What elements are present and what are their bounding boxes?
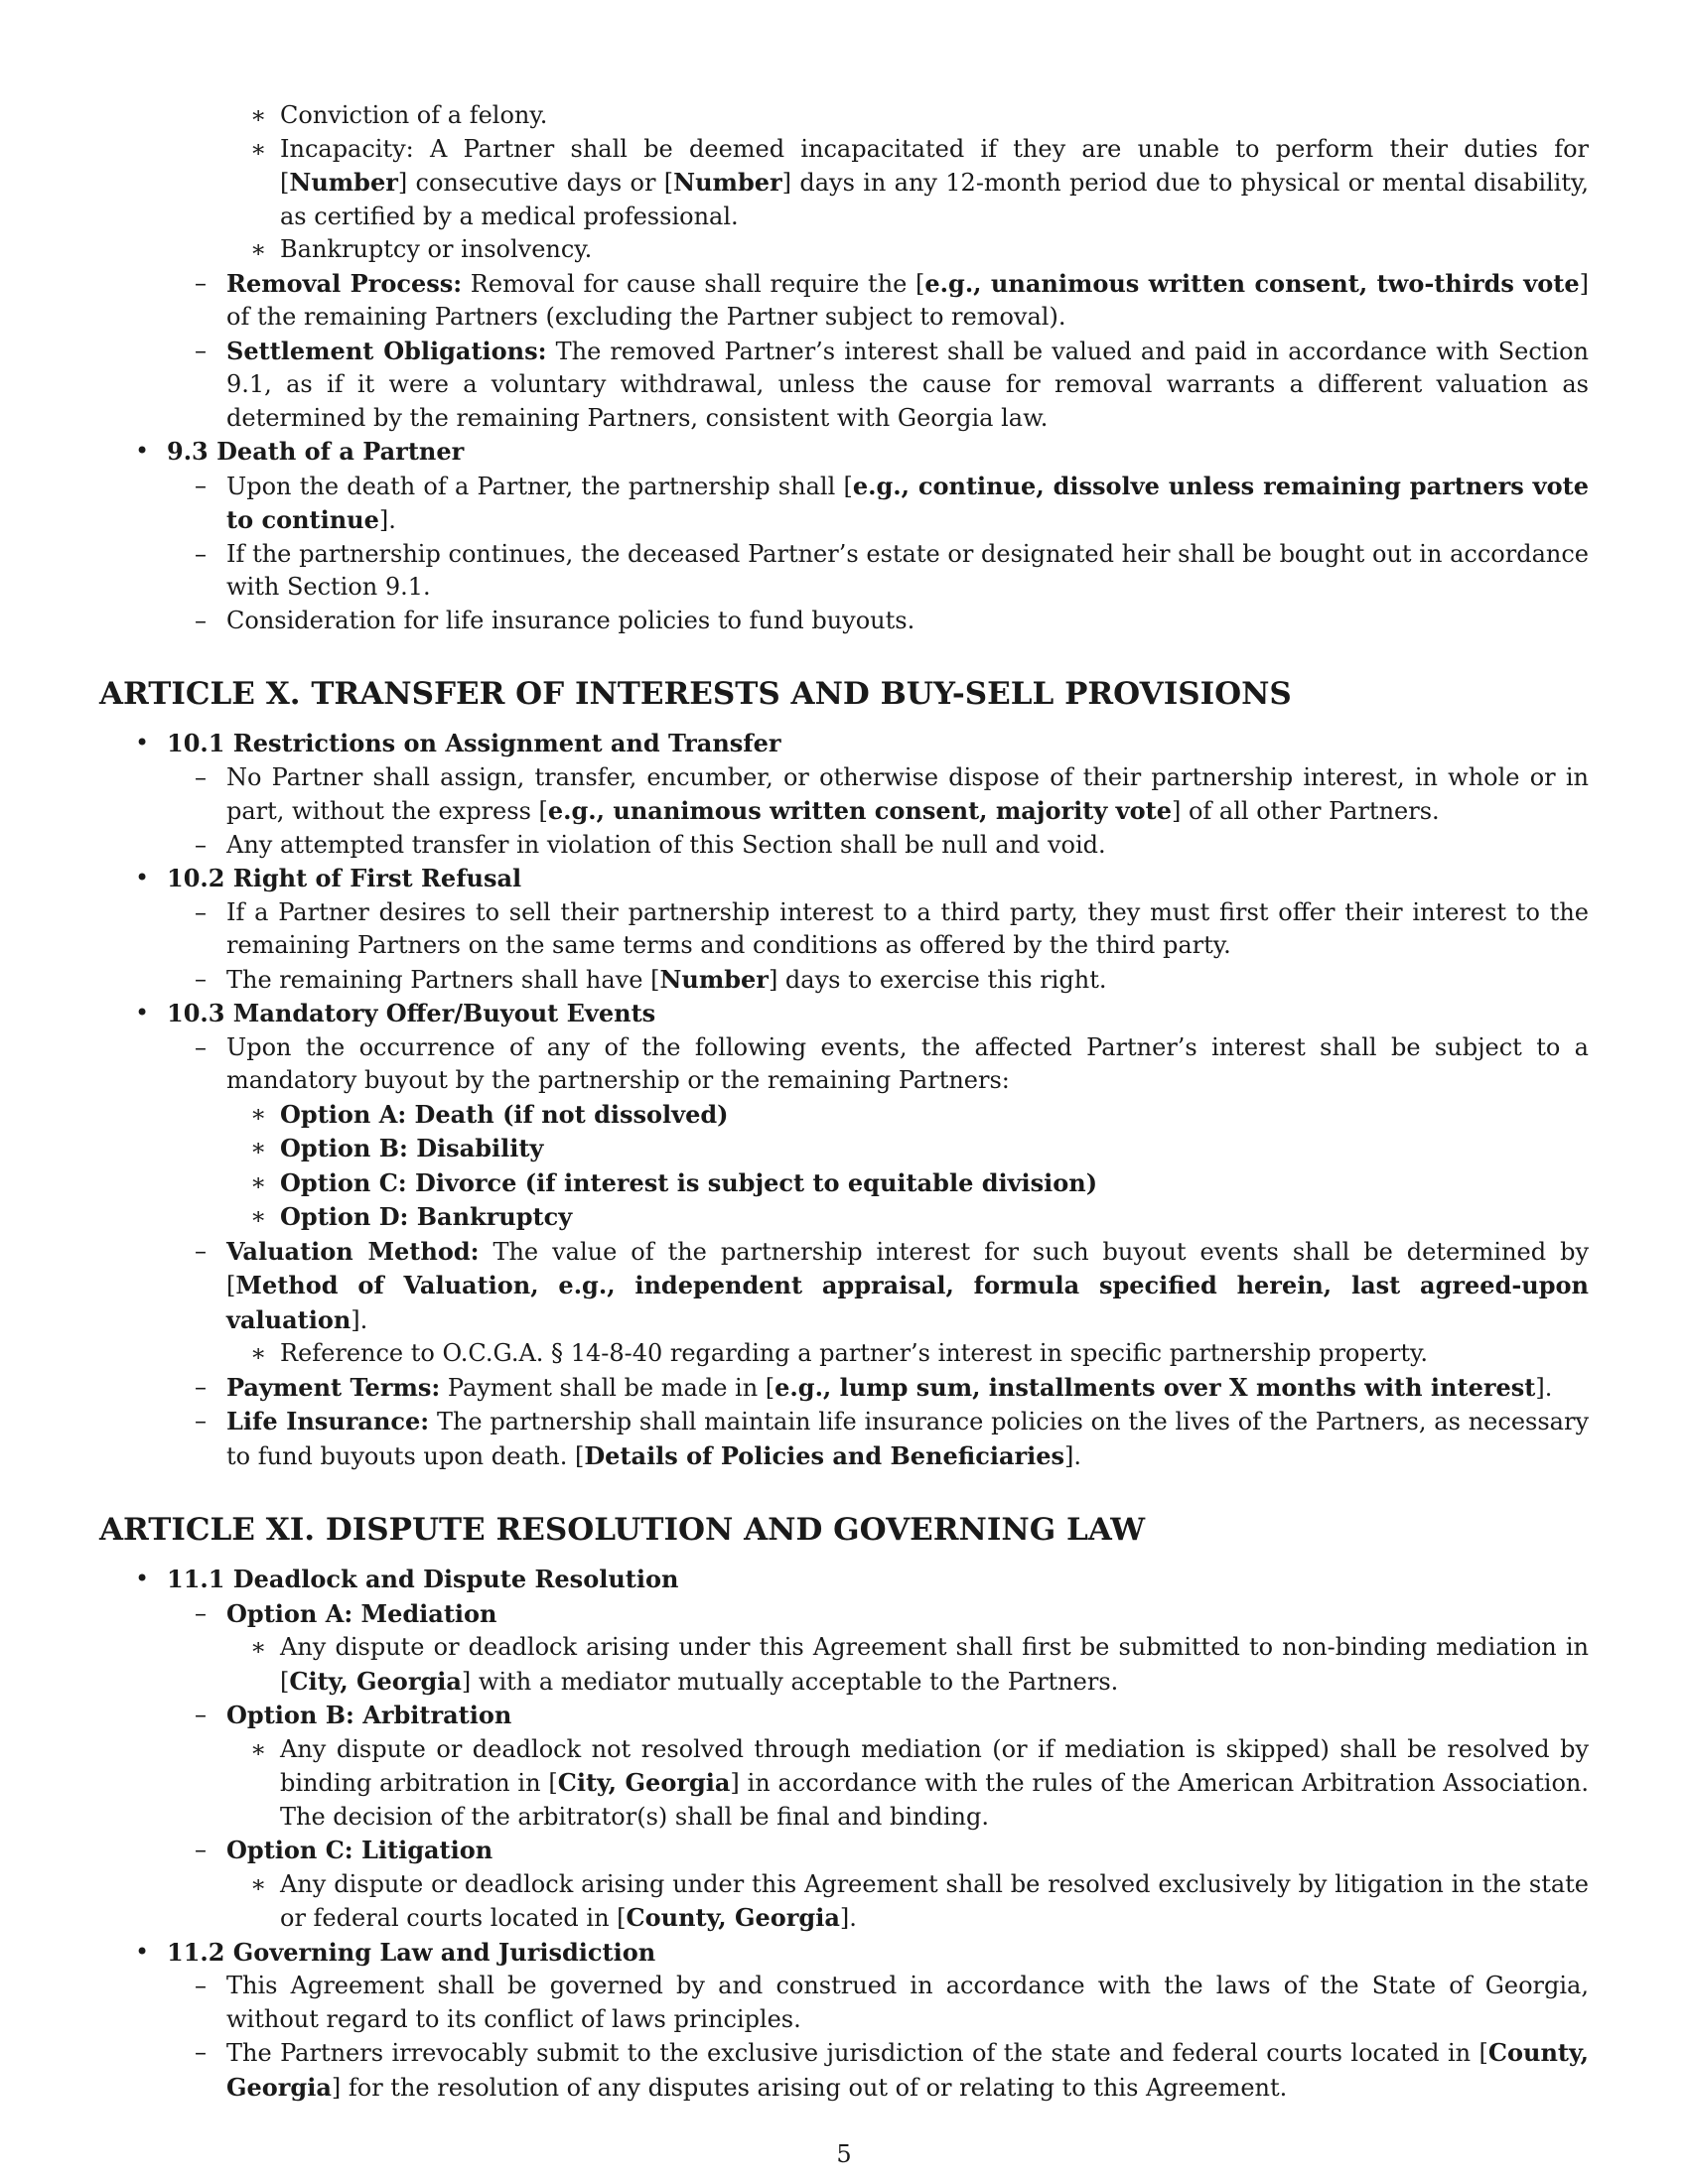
list-item: ∗ Option B: Disability bbox=[99, 1132, 1589, 1166]
section-heading: • 10.1 Restrictions on Assignment and Transfer bbox=[99, 727, 1589, 761]
list-item: – Valuation Method: The value of the partnership interest for such buyout events shall be determined by [Method of Valuation, e.g., independent appraisal, formula specified herein, last agreed-upon valuation]. bbox=[195, 1236, 1589, 1334]
asterisk-marker: ∗ bbox=[250, 1099, 267, 1128]
asterisk-marker: ∗ bbox=[250, 101, 267, 129]
list-item: – Any attempted transfer in violation of this Section shall be null and void. bbox=[99, 829, 1589, 863]
dash-marker: – bbox=[195, 1701, 207, 1728]
dash-marker: – bbox=[195, 1972, 207, 1999]
bullet-marker: • bbox=[135, 1565, 150, 1592]
section-heading: • 9.3 Death of a Partner bbox=[99, 435, 1589, 470]
list-item: ∗ Any dispute or deadlock arising under this Agreement shall first be submitted to non-binding mediation in [City, Georgia] with a mediator mutually acceptable to the Partners. bbox=[250, 1633, 1589, 1696]
dash-marker: – bbox=[195, 336, 207, 364]
bullet-marker: • bbox=[135, 729, 150, 756]
list-item: – Option A: Mediation bbox=[99, 1597, 1589, 1632]
list-item: ∗ Any dispute or deadlock not resolved through mediation (or if mediation is skipped) shall be resolved by binding arbitration in [City, Georgia] in accordance with the rules of the American Arbitration Association. The decision of the arbitrator(s) shall be final and binding. bbox=[250, 1734, 1589, 1831]
dash-marker: – bbox=[195, 2038, 207, 2066]
list-item: – Removal Process: Removal for cause shall require the [e.g., unanimous written consent, two-thirds vote] of the remaining Partners (excluding the Partner subject to removal). bbox=[195, 268, 1589, 331]
document-page bbox=[99, 99, 1589, 2105]
dash-marker: – bbox=[195, 1598, 207, 1627]
asterisk-marker: ∗ bbox=[250, 235, 267, 263]
dash-marker: – bbox=[195, 1836, 207, 1863]
list-item: ∗ Bankruptcy or insolvency. bbox=[99, 233, 1589, 267]
list-item: – No Partner shall assign, transfer, encumber, or otherwise dispose of their partnership interest, in whole or in part, without the express [e.g., unanimous written consent, majority vote] of all other Partners. bbox=[195, 762, 1589, 825]
dash-marker: – bbox=[195, 268, 207, 297]
article-heading: ARTICLE X. TRANSFER OF INTERESTS AND BUY-SELL PROVISIONS bbox=[99, 676, 1292, 712]
asterisk-marker: ∗ bbox=[250, 1167, 267, 1196]
asterisk-marker: ∗ bbox=[250, 1339, 267, 1367]
dash-marker: – bbox=[195, 1032, 207, 1061]
asterisk-marker: ∗ bbox=[250, 1734, 267, 1763]
page-number: 5 bbox=[836, 2140, 852, 2168]
dash-marker: – bbox=[195, 830, 207, 859]
section-heading: • 10.3 Mandatory Offer/Buyout Events bbox=[99, 997, 1589, 1031]
asterisk-marker: ∗ bbox=[250, 1134, 267, 1161]
dash-marker: – bbox=[195, 762, 207, 791]
asterisk-marker: ∗ bbox=[250, 1869, 267, 1898]
list-item: – Option C: Litigation bbox=[99, 1834, 1589, 1868]
bullet-marker: • bbox=[135, 1937, 150, 1966]
bullet-marker: • bbox=[135, 864, 150, 891]
article-heading: ARTICLE XI. DISPUTE RESOLUTION AND GOVERNING LAW bbox=[99, 1512, 1146, 1548]
dash-marker: – bbox=[195, 1407, 207, 1434]
dash-marker: – bbox=[195, 897, 207, 926]
dash-marker: – bbox=[195, 606, 207, 634]
list-item: ∗ Option A: Death (if not dissolved) bbox=[99, 1098, 1589, 1133]
list-item: – Option B: Arbitration bbox=[99, 1699, 1589, 1733]
list-item: ∗ Conviction of a felony. bbox=[99, 99, 1589, 133]
dash-marker: – bbox=[195, 539, 207, 568]
list-item: ∗ Option C: Divorce (if interest is subject to equitable division) bbox=[99, 1166, 1589, 1201]
list-item: – This Agreement shall be governed by and construed in accordance with the laws of the State of Georgia, without regard to its conflict of laws principles. bbox=[195, 1972, 1589, 2033]
list-item: – If a Partner desires to sell their partnership interest to a third party, they must first offer their interest to the remaining Partners on the same terms and conditions as offered by the third party. bbox=[195, 897, 1589, 959]
asterisk-marker: ∗ bbox=[250, 1202, 267, 1230]
list-item: – The remaining Partners shall have [Number] days to exercise this right. bbox=[99, 963, 1589, 998]
list-item: – The Partners irrevocably submit to the exclusive jurisdiction of the state and federal courts located in [County, Georgia] for the resolution of any disputes arising out of or relating to this Agreement. bbox=[195, 2038, 1589, 2102]
list-item: – Payment Terms: Payment shall be made in [e.g., lump sum, installments over X months with interest]. bbox=[99, 1371, 1589, 1406]
section-heading: • 10.2 Right of First Refusal bbox=[99, 862, 1589, 896]
list-item: ∗ Any dispute or deadlock arising under this Agreement shall be resolved exclusively by litigation in the state or federal courts located in [County, Georgia]. bbox=[250, 1869, 1589, 1932]
dash-marker: – bbox=[195, 1236, 207, 1265]
section-heading: • 11.2 Governing Law and Jurisdiction bbox=[99, 1936, 1589, 1971]
bullet-marker: • bbox=[135, 999, 150, 1026]
list-item: – Upon the death of a Partner, the partnership shall [e.g., continue, dissolve unless remaining partners vote to continue]. bbox=[195, 471, 1589, 534]
list-item: ∗ Incapacity: A Partner shall be deemed incapacitated if they are unable to perform their duties for [Number] consecutive days or [Number] days in any 12-month period due to physical or mental disability, as certified by a medical professional. bbox=[250, 134, 1590, 230]
asterisk-marker: ∗ bbox=[250, 1633, 267, 1661]
list-item: – If the partnership continues, the deceased Partner’s estate or designated heir shall be bought out in accordance with Section 9.1. bbox=[195, 539, 1589, 601]
list-item: – Settlement Obligations: The removed Partner’s interest shall be valued and paid in accordance with Section 9.1, as if it were a voluntary withdrawal, unless the cause for removal warrants a different valuation as determined by the remaining Partners, consistent with Georgia law. bbox=[195, 336, 1589, 432]
list-item: – Consideration for life insurance policies to fund buyouts. bbox=[99, 605, 1589, 638]
list-item: ∗ Reference to O.C.G.A. § 14-8-40 regarding a partner’s interest in specific partnership property. bbox=[99, 1337, 1589, 1371]
asterisk-marker: ∗ bbox=[250, 134, 267, 163]
list-item: – Upon the occurrence of any of the following events, the affected Partner’s interest shall be subject to a mandatory buyout by the partnership or the remaining Partners: bbox=[195, 1032, 1589, 1094]
bullet-marker: • bbox=[135, 437, 150, 465]
dash-marker: – bbox=[195, 964, 207, 993]
list-item: ∗ Option D: Bankruptcy bbox=[99, 1200, 1589, 1235]
dash-marker: – bbox=[195, 1372, 207, 1401]
section-heading: • 11.1 Deadlock and Dispute Resolution bbox=[99, 1563, 1589, 1597]
dash-marker: – bbox=[195, 471, 207, 499]
list-item: – Life Insurance: The partnership shall maintain life insurance policies on the lives of the Partners, as necessary to fund buyouts upon death. [Details of Policies and Beneficiaries]. bbox=[195, 1407, 1589, 1470]
